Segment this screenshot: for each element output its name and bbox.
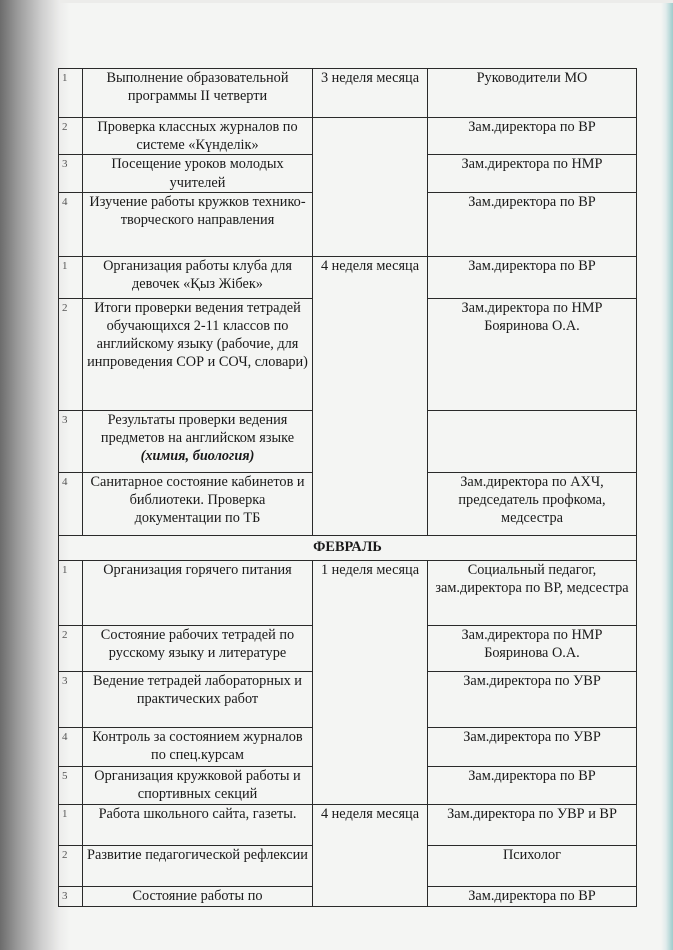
- task-cell: Состояние работы по: [83, 886, 313, 906]
- row-number: 1: [59, 256, 83, 298]
- task-cell: Санитарное состояние кабинетов и библиотеки. Проверка документации по ТБ: [83, 472, 313, 535]
- task-text: Результаты проверки ведения предметов на английском языке: [100, 411, 295, 447]
- task-cell: [83, 410, 313, 472]
- responsible-cell: Зам.директора по НМР Бояринова О.А.: [428, 625, 637, 671]
- row-number: 1: [59, 560, 83, 625]
- responsible-cell: Зам.директора по ВР: [428, 766, 637, 804]
- responsible-cell: Зам.директора по НМР: [428, 155, 637, 192]
- task-cell: Развитие педагогической рефлексии: [83, 845, 313, 886]
- responsible-cell: Зам.директора по УВР и ВР: [428, 804, 637, 845]
- task-cell: Проверка классных журналов по системе «Күнделік»: [83, 118, 313, 155]
- row-number: 3: [59, 671, 83, 727]
- table-row: [59, 804, 637, 845]
- period-cell: 4 неделя месяца: [313, 256, 428, 535]
- table-row: [59, 560, 637, 625]
- task-cell: Организация работы клуба для девочек «Қыз Жібек»: [83, 256, 313, 298]
- task-cell: Выполнение образовательной программы II четверти: [83, 69, 313, 118]
- row-number: 1: [59, 69, 83, 118]
- responsible-cell: [428, 410, 637, 472]
- row-number: 3: [59, 886, 83, 906]
- page-top-edge: [60, 0, 673, 3]
- responsible-cell: Зам.директора по ВР: [428, 192, 637, 256]
- period-cell: [313, 118, 428, 257]
- task-cell: Ведение тетрадей лабораторных и практических работ: [83, 671, 313, 727]
- responsible-cell: Руководители МО: [428, 69, 637, 118]
- row-number: 2: [59, 625, 83, 671]
- row-number: 1: [59, 804, 83, 845]
- row-number: 3: [59, 155, 83, 192]
- responsible-cell: Зам.директора по ВР: [428, 886, 637, 906]
- row-number: 4: [59, 192, 83, 256]
- row-number: 2: [59, 118, 83, 155]
- row-number: 4: [59, 472, 83, 535]
- task-cell: Состояние рабочих тетрадей по русскому языку и литературе: [83, 625, 313, 671]
- task-cell: Работа школьного сайта, газеты.: [83, 804, 313, 845]
- responsible-cell: Зам.директора по АХЧ, председатель профкома, медсестра: [428, 472, 637, 535]
- task-cell: Итоги проверки ведения тетрадей обучающихся 2-11 классов по английскому языку (рабочие, для инпроведения СОР и СОЧ, словари): [83, 298, 313, 410]
- table-row: [59, 69, 637, 118]
- responsible-cell: Зам.директора по НМР Бояринова О.А.: [428, 298, 637, 410]
- row-number: 2: [59, 298, 83, 410]
- row-number: 2: [59, 845, 83, 886]
- responsible-cell: Зам.директора по УВР: [428, 727, 637, 766]
- period-cell: 4 неделя месяца: [313, 804, 428, 906]
- table-row: [59, 256, 637, 298]
- task-cell: Изучение работы кружков технико-творческого направления: [83, 192, 313, 256]
- responsible-cell: Психолог: [428, 845, 637, 886]
- responsible-cell: Зам.директора по ВР: [428, 256, 637, 298]
- task-cell: Контроль за состоянием журналов по спец.курсам: [83, 727, 313, 766]
- responsible-cell: Социальный педагог, зам.директора по ВР, медсестра: [428, 560, 637, 625]
- period-cell: 3 неделя месяца: [313, 69, 428, 118]
- responsible-cell: Зам.директора по ВР: [428, 118, 637, 155]
- page-edge: [661, 0, 673, 950]
- table-row: [59, 118, 637, 155]
- task-subjects: (химия, биология): [140, 448, 255, 465]
- task-cell: Организация горячего питания: [83, 560, 313, 625]
- row-number: 5: [59, 766, 83, 804]
- month-heading: ФЕВРАЛЬ: [59, 535, 637, 560]
- month-row: [59, 535, 637, 560]
- task-cell: Посещение уроков молодых учителей: [83, 155, 313, 192]
- responsible-cell: Зам.директора по УВР: [428, 671, 637, 727]
- task-cell: Организация кружковой работы и спортивных секций: [83, 766, 313, 804]
- row-number: 4: [59, 727, 83, 766]
- row-number: 3: [59, 410, 83, 472]
- plan-table: [58, 68, 637, 907]
- period-cell: 1 неделя месяца: [313, 560, 428, 804]
